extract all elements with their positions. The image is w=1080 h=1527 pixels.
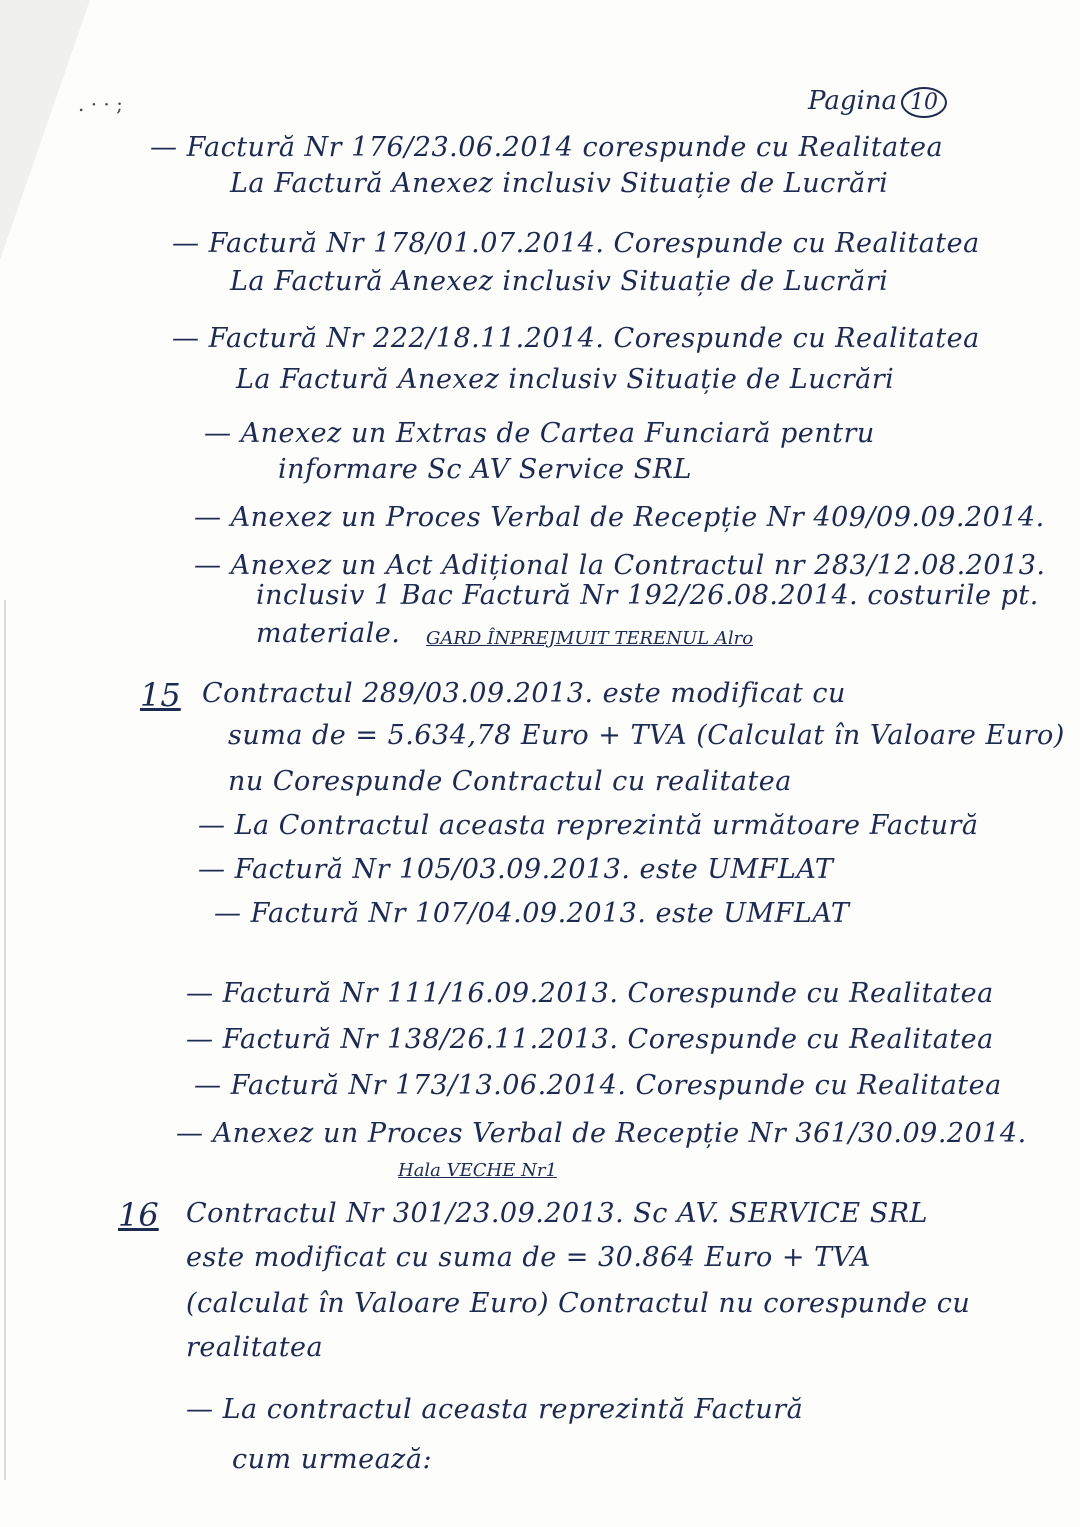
handwritten-line: este modificat cu suma de = 30.864 Euro + TVA: [186, 1242, 871, 1273]
handwritten-line: nu Corespunde Contractul cu realitatea: [228, 766, 792, 797]
handwritten-line: — Anexez un Extras de Cartea Funciară pentru: [204, 418, 875, 449]
note-hala: Hala VECHE Nr1: [398, 1160, 557, 1181]
handwritten-line: — Anexez un Proces Verbal de Recepție Nr 361/30.09.2014.: [176, 1118, 1027, 1149]
corner-marks: . · · ;: [78, 92, 123, 116]
handwritten-line: materiale.: [256, 618, 401, 649]
page-number: [808, 86, 947, 118]
handwritten-line: cum urmează:: [232, 1444, 433, 1475]
handwritten-line: — Anexez un Act Adițional la Contractul nr 283/12.08.2013.: [194, 550, 1046, 581]
handwritten-line: inclusiv 1 Bac Factură Nr 192/26.08.2014. costurile pt.: [256, 580, 1039, 611]
section-number-16: 16: [118, 1196, 159, 1234]
handwritten-line: — Factură Nr 111/16.09.2013. Corespunde cu Realitatea: [186, 978, 994, 1009]
paper-edge-shadow: [4, 600, 6, 1480]
section-number-15: 15: [140, 676, 181, 714]
handwritten-line: — La contractul aceasta reprezintă Factură: [186, 1394, 804, 1425]
handwritten-line: — Anexez un Proces Verbal de Recepție Nr 409/09.09.2014.: [194, 502, 1045, 533]
handwritten-line: La Factură Anexez inclusiv Situație de Lucrări: [230, 168, 889, 199]
handwritten-line: — Factură Nr 107/04.09.2013. este UMFLAT: [214, 898, 850, 929]
handwritten-line: — Factură Nr 178/01.07.2014. Corespunde cu Realitatea: [172, 228, 980, 259]
handwritten-line: — Factură Nr 105/03.09.2013. este UMFLAT: [198, 854, 834, 885]
handwritten-line: — Factură Nr 138/26.11.2013. Corespunde cu Realitatea: [186, 1024, 994, 1055]
handwritten-line: suma de = 5.634,78 Euro + TVA (Calculat în Valoare Euro): [228, 720, 1065, 751]
handwritten-line: Contractul 289/03.09.2013. este modificat cu: [202, 678, 846, 709]
handwritten-line: — Factură Nr 176/23.06.2014 corespunde cu Realitatea: [150, 132, 944, 163]
handwritten-line: (calculat în Valoare Euro) Contractul nu corespunde cu: [186, 1288, 971, 1319]
handwritten-line: La Factură Anexez inclusiv Situație de Lucrări: [230, 266, 889, 297]
note-gard: GARD ÎNPREJMUIT TERENUL Alro: [426, 628, 754, 649]
handwritten-line: informare Sc AV Service SRL: [278, 454, 692, 485]
handwritten-line: Contractul Nr 301/23.09.2013. Sc AV. SERVICE SRL: [186, 1198, 928, 1229]
handwritten-line: realitatea: [186, 1332, 324, 1363]
handwritten-line: La Factură Anexez inclusiv Situație de Lucrări: [236, 364, 895, 395]
folded-corner: [0, 0, 90, 260]
page-label: Pagina: [808, 86, 898, 116]
handwritten-line: — La Contractul aceasta reprezintă următoare Factură: [198, 810, 979, 841]
page-number-circle: 10: [901, 87, 947, 118]
handwritten-line: — Factură Nr 222/18.11.2014. Corespunde cu Realitatea: [172, 323, 980, 354]
handwritten-line: — Factură Nr 173/13.06.2014. Corespunde cu Realitatea: [194, 1070, 1002, 1101]
